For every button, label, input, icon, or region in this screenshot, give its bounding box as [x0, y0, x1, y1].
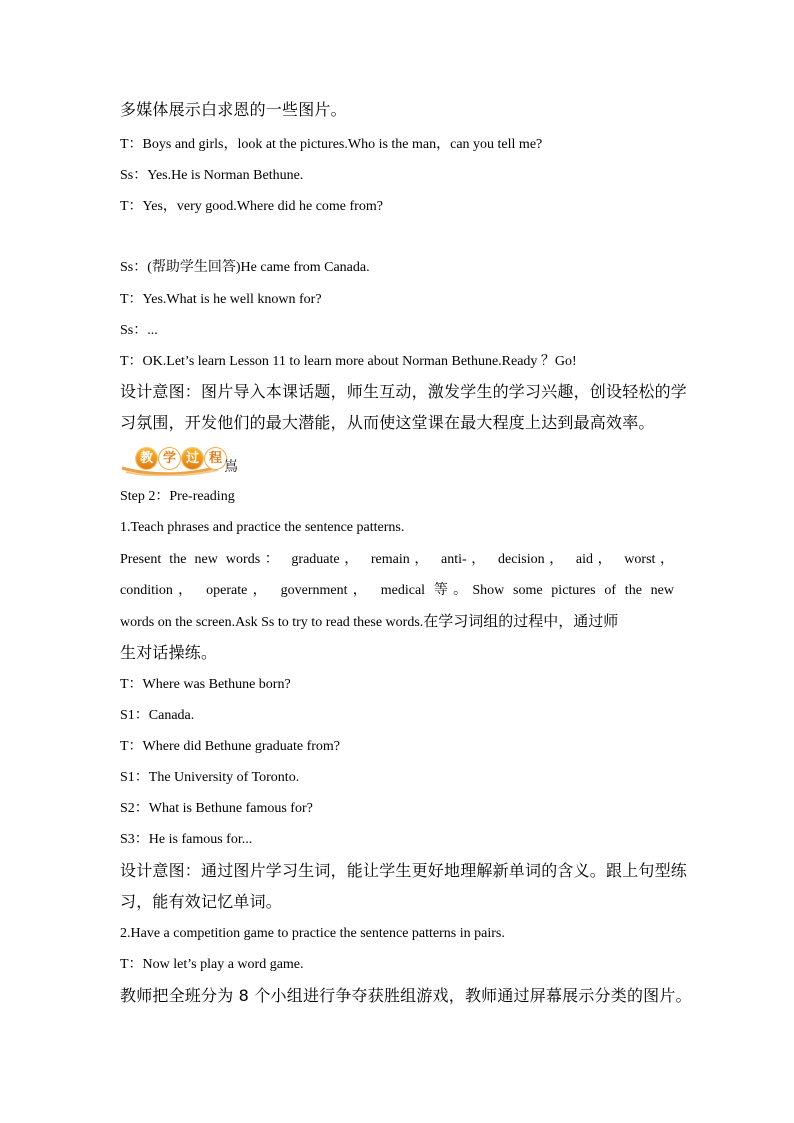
paragraph-english: words on the screen.Ask Ss to try to read these words. — [120, 615, 424, 630]
teaching-process-banner — [120, 446, 260, 476]
paragraph-line: 教师把全班分为 8 个小组进行争夺获胜组游戏，教师通过屏幕展示分类的图片。 — [120, 986, 692, 1005]
paragraph-line: Present the new words： graduate， remain， anti-， decision， aid， worst， — [120, 552, 674, 567]
dialogue-line: T：Where was Bethune born? — [120, 677, 291, 692]
dialogue-line: T：Yes.What is he well known for? — [120, 292, 322, 307]
paragraph-line: 生对话操练。 — [120, 643, 218, 662]
paragraph-line — [120, 611, 618, 633]
design-intent-line: 习，能有效记忆单词。 — [120, 892, 283, 911]
intro-line: 多媒体展示白求恩的一些图片。 — [120, 100, 347, 119]
dialogue-line: S1：The University of Toronto. — [120, 770, 300, 785]
dialogue-line: Ss：... — [120, 323, 158, 338]
dialogue-line: Ss：Yes.He is Norman Bethune. — [120, 168, 304, 183]
design-intent-line: 设计意图：图片导入本课话题，师生互动，激发学生的学习兴趣，创设轻松的学 — [120, 382, 688, 401]
dialogue-line: T：Yes，very good.Where did he come from? — [120, 199, 383, 214]
dialogue-line: S1：Canada. — [120, 708, 195, 723]
step-item: 1.Teach phrases and practice the sentence patterns. — [120, 520, 405, 535]
banner-char: 教 — [136, 448, 157, 469]
dialogue-line: T：Now let’s play a word game. — [120, 957, 304, 972]
banner-char: 程 — [205, 448, 226, 469]
dialogue-line: T：Boys and girls，look at the pictures.Who is the man，can you tell me? — [120, 137, 543, 152]
banner-char: 学 — [159, 448, 180, 469]
dialogue-line: T：Where did Bethune graduate from? — [120, 739, 341, 754]
step-heading: Step 2：Pre-reading — [120, 489, 235, 504]
step-item: 2.Have a competition game to practice the sentence patterns in pairs. — [120, 926, 505, 941]
dialogue-line: S3：He is famous for... — [120, 832, 253, 847]
design-intent-line: 设计意图：通过图片学习生词，能让学生更好地理解新单词的含义。跟上句型练 — [120, 861, 688, 880]
dialogue-line: T：OK.Let’s learn Lesson 11 to learn more about Norman Bethune.Ready ？Go! — [120, 354, 577, 369]
paragraph-line: condition， operate， government， medical 等。Show some pictures of the new — [120, 583, 674, 598]
dialogue-line: Ss：(帮助学生回答)He came from Canada. — [120, 260, 370, 275]
banner-char: 过 — [182, 448, 203, 469]
paragraph-chinese: 在学习词组的过程中，通过师 — [423, 612, 619, 630]
banner-tail-glyph: 嶌 — [224, 459, 238, 475]
dialogue-line: S2：What is Bethune famous for? — [120, 801, 313, 816]
design-intent-line: 习氛围，开发他们的最大潜能，从而使这堂课在最大程度上达到最高效率。 — [120, 413, 655, 432]
